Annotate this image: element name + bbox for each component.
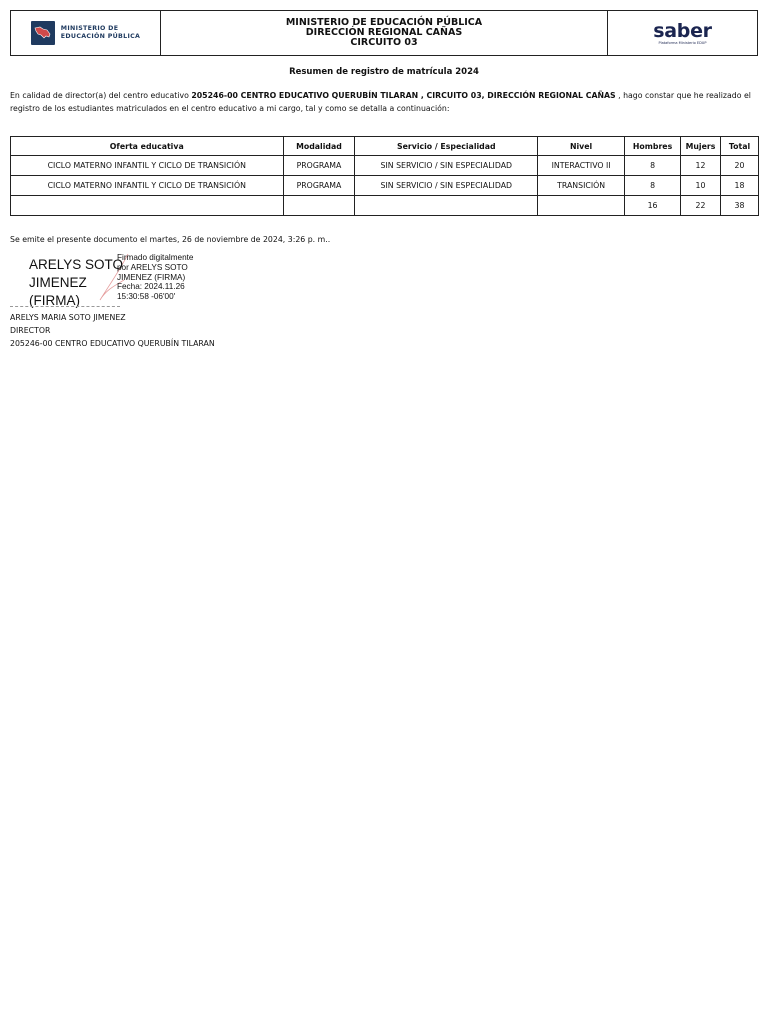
document-title: Resumen de registro de matrícula 2024 <box>289 67 479 77</box>
enrollment-table <box>10 136 759 216</box>
header-servicio: Servicio / Especialidad <box>355 137 538 156</box>
header-title-line2: DIRECCIÓN REGIONAL CAÑAS <box>305 27 463 38</box>
totals-servicio <box>355 196 538 216</box>
cell-hombres: 8 <box>625 156 681 176</box>
intro-suffix: , hago constar que he realizado el registro de los estudiantes matriculados en el centro educativo a mi cargo, tal y como se detalla a continuación: <box>10 91 751 113</box>
totals-nivel <box>538 196 625 216</box>
intro-prefix: En calidad de director(a) del centro educativo <box>10 91 192 100</box>
cell-nivel: TRANSICIÓN <box>538 176 625 196</box>
cell-total: 18 <box>721 176 759 196</box>
signer-info <box>10 311 215 350</box>
saber-wordmark: saber <box>653 19 712 42</box>
costa-rica-map-icon <box>31 21 55 45</box>
signature-line <box>10 306 120 307</box>
table-row <box>11 156 759 176</box>
signature-stamp-line3: JIMENEZ (FIRMA) <box>117 272 186 282</box>
cell-nivel: INTERACTIVO II <box>538 156 625 176</box>
header-modalidad: Modalidad <box>283 137 355 156</box>
saber-logo-cell <box>608 11 757 55</box>
cell-mujeres: 10 <box>681 176 721 196</box>
ministry-logo-text-line2: EDUCACIÓN PÚBLICA <box>60 33 141 40</box>
cell-mujeres: 12 <box>681 156 721 176</box>
cell-servicio: SIN SERVICIO / SIN ESPECIALIDAD <box>355 156 538 176</box>
saber-logo <box>653 19 712 45</box>
intro-paragraph <box>10 90 758 115</box>
cell-modalidad: PROGRAMA <box>283 176 355 196</box>
table-totals-row <box>11 196 759 216</box>
totals-mujeres: 22 <box>681 196 721 216</box>
ministry-logo <box>31 21 140 45</box>
totals-total: 38 <box>721 196 759 216</box>
digital-signature <box>10 250 240 308</box>
signer-institution: 205246-00 CENTRO EDUCATIVO QUERUBÍN TILARAN <box>10 339 215 348</box>
signer-name: ARELYS MARIA SOTO JIMENEZ <box>10 313 126 322</box>
signature-name <box>29 256 123 310</box>
signature-stamp-line4: Fecha: 2024.11.26 <box>117 282 185 292</box>
signature-name-line1: ARELYS SOTO <box>29 257 124 272</box>
signer-role: DIRECTOR <box>10 326 51 335</box>
totals-modalidad <box>283 196 355 216</box>
ministry-logo-text-line1: MINISTERIO DE <box>60 25 119 32</box>
table-header-row <box>11 137 759 156</box>
cell-modalidad: PROGRAMA <box>283 156 355 176</box>
document-header <box>10 10 758 56</box>
header-title-line1: MINISTERIO DE EDUCACIÓN PÚBLICA <box>285 17 483 28</box>
totals-oferta <box>11 196 284 216</box>
cell-servicio: SIN SERVICIO / SIN ESPECIALIDAD <box>355 176 538 196</box>
totals-hombres: 16 <box>625 196 681 216</box>
signature-stamp-line2: por ARELYS SOTO <box>117 262 188 272</box>
cell-hombres: 8 <box>625 176 681 196</box>
header-mujeres: Mujers <box>681 137 721 156</box>
header-title-line3: CIRCUITO 03 <box>350 37 418 48</box>
cell-oferta: CICLO MATERNO INFANTIL Y CICLO DE TRANSICIÓN <box>11 176 284 196</box>
header-oferta: Oferta educativa <box>11 137 284 156</box>
saber-tagline: Plataforma Ministerio EDUP <box>658 40 707 45</box>
header-hombres: Hombres <box>625 137 681 156</box>
issued-date: Se emite el presente documento el martes, 26 de noviembre de 2024, 3:26 p. m.. <box>10 235 331 244</box>
header-total: Total <box>721 137 759 156</box>
signature-name-line2: JIMENEZ <box>29 275 87 290</box>
header-nivel: Nivel <box>538 137 625 156</box>
signature-name-line3: (FIRMA) <box>29 293 80 308</box>
cell-oferta: CICLO MATERNO INFANTIL Y CICLO DE TRANSICIÓN <box>11 156 284 176</box>
signature-stamp-line5: 15:30:58 -06'00' <box>117 292 176 302</box>
intro-school: 205246-00 CENTRO EDUCATIVO QUERUBÍN TILARAN , CIRCUITO 03, DIRECCIÓN REGIONAL CAÑAS <box>191 91 616 100</box>
signature-stamp-line1: Firmado digitalmente <box>117 253 194 262</box>
signature-stamp <box>117 253 193 302</box>
ministry-logo-cell <box>11 11 161 55</box>
cell-total: 20 <box>721 156 759 176</box>
table-row <box>11 176 759 196</box>
header-title <box>161 11 608 55</box>
